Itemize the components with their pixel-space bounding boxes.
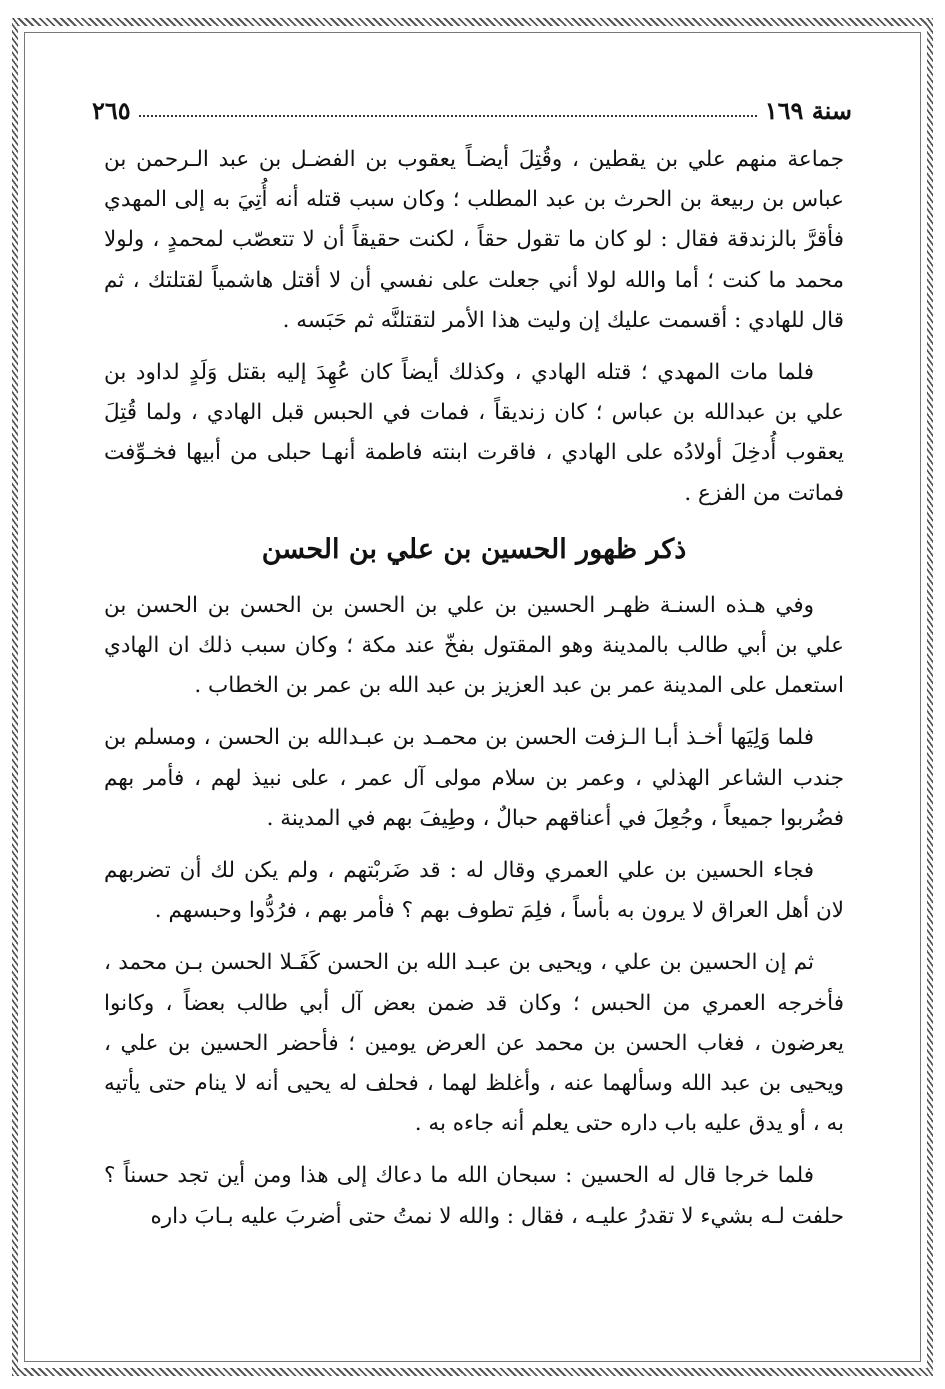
paragraph: فلما خرجا قال له الحسين : سبحان الله ما دعاك إلى هذا ومن أين تجد حسناً ؟ حلفت لـه بشيء لا تقدرُ عليـه ، فقال : والله لا نمتُ حتى أضربَ عليه بـابَ داره	[104, 1163, 844, 1229]
paragraph: وفي هـذه السنـة ظهـر الحسين بن علي بن الحسن بن الحسن بن الحسن بن علي بن أبي طالب بالمدينة وهو المقتول بفخّ عند مكة ؛ وكان سبب ذلك ان الهادي استعمل على المدينة عمر بن عبد العزيز بن عبد الله بن عمر بن الخطاب .	[104, 592, 844, 699]
header-year: سنة ١٦٩	[764, 95, 852, 125]
paragraph: فجاء الحسين بن علي العمري وقال له : قد ضَربْتهم ، ولم يكن لك أن تضربهم لان أهل العراق لا يرون به بأساً ، فلِمَ تطوف بهم ؟ فأمر بهم ، فرُدُّوا وحبسهم .	[104, 858, 844, 924]
paragraph: فلما وَلِيَها أخـذ أبـا الـزفت الحسن بن محمـد بن عبـدالله بن الحسن ، ومسلم بن جندب الشاعر الهذلي ، وعمر بن سلام مولى آل عمر ، على نبيذ لهم ، فأمر بهم فضُربوا جميعاً ، وجُعِلَ في أعناقهم حبالٌ ، وطِيفَ بهم في المدينة .	[104, 725, 844, 831]
page-header	[92, 92, 852, 128]
paragraph: فلما مات المهدي ؛ قتله الهادي ، وكذلك أيضاً كان عُهِدَ إليه بقتل وَلَدٍ لداود بن علي بن عبدالله بن عباس ؛ كان زنديقاً ، فمات في الحبس قبل الهادي ، ولما قُتِلَ يعقوب أُدخِلَ أولادُه على الهادي ، فاقرت ابنته فاطمة أنهـا حبلى من أبيها فخـوِّفت فماتت من الفزع .	[104, 360, 844, 506]
header-dotted-leader	[139, 115, 757, 117]
paragraph: جماعة منهم علي بن يقطين ، وقُتِلَ أيضـاً يعقوب بن الفضـل بن عبد الـرحمن بن عباس بن ربيعة بن الحرث بن عبد المطلب ؛ وكان سبب قتله أنه أُتِيَ به إلى المهدي فأقرَّ بالزندقة فقال : لو كان ما تقول حقاً ، لكنت حقيقاً أن لا تتعصّب لمحمدٍ ، ولولا محمد ما كنت ؛ أما والله لولا أني جعلت على نفسي أن لا أقتل هاشمياً لقتلتك ، ثم قال للهادي : أقسمت عليك إن وليت هذا الأمر لتقتلنَّه ثم حَبَسه .	[104, 147, 844, 333]
page-number: ٢٦٥	[92, 95, 131, 125]
section-heading: ذكر ظهور الحسين بن علي بن الحسن	[261, 533, 687, 565]
page-body	[104, 140, 844, 1249]
paragraph: ثم إن الحسين بن علي ، ويحيى بن عبـد الله بن الحسن كَفَـلا الحسن بـن محمد ، فأخرجه العمري من الحبس ؛ وكان قد ضمن بعض آل أبي طالب بعضاً ، وكانوا يعرضون ، فغاب الحسن بن محمد عن العرض يومين ؛ فأحضر الحسين بن علي ، ويحيى بن عبد الله وسألهما عنه ، وأغلظ لهما ، فحلف له يحيى أنه لا ينام حتى يأتيه به ، أو يدق عليه باب داره حتى يعلم أنه جاءه به .	[104, 950, 844, 1137]
